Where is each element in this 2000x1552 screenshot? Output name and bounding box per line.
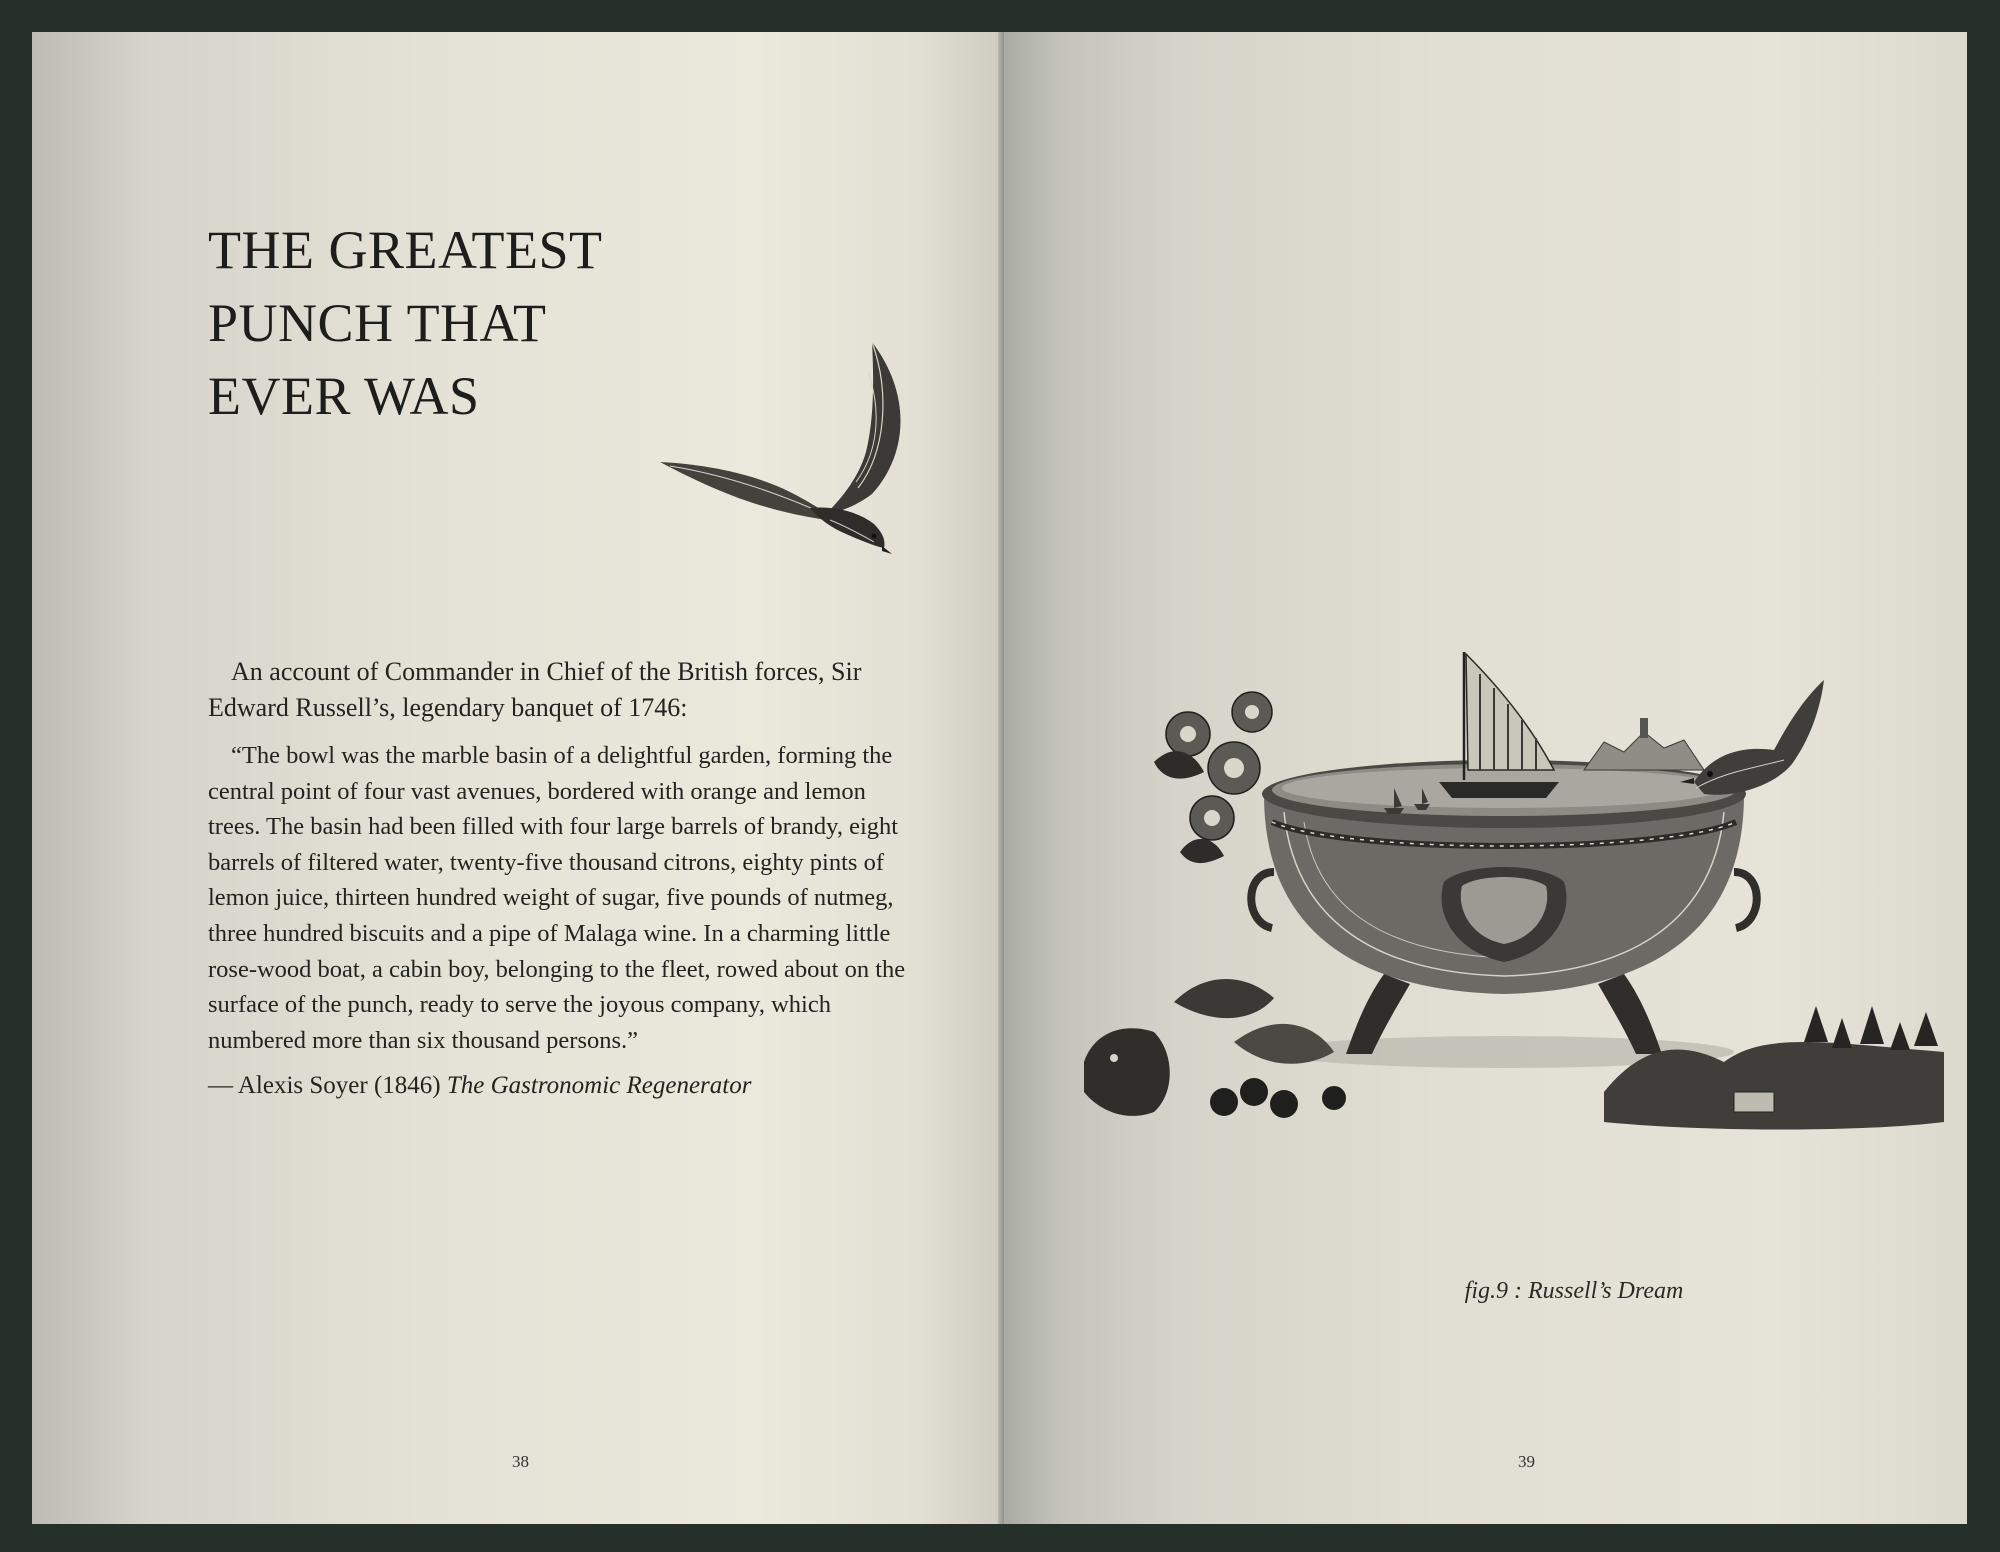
title-line-1: THE GREATEST [208,220,603,280]
title-line-2: PUNCH THAT [208,293,547,353]
swallow-illustration [660,302,920,562]
figure-caption: fig.9 : Russell’s Dream [1464,1278,1684,1304]
intro-paragraph: An account of Commander in Chief of the British forces, Sir Edward Russell’s, legendary banquet of 1746: [208,657,862,722]
book-spread [32,32,1967,1524]
attribution-author: — Alexis Soyer (1846) [208,1072,441,1100]
page-number-left: 38 [512,1452,529,1471]
page-number-right: 39 [1518,1452,1535,1471]
attribution [208,1068,923,1104]
title-line-3: EVER WAS [208,366,480,426]
attribution-book-title: The Gastronomic Regenerator [446,1072,752,1100]
quote-paragraph: “The bowl was the marble basin of a delightful garden, forming the central point of four vast avenues, bordered with orange and lemon trees. The basin had been filled with four large barrels of brandy, eight barrels of filtered water, twenty-five thousand citrons, eighty pints of lemon juice, thirteen hundred weight of sugar, five pounds of nutmeg, three hundred biscuits and a pipe of Malaga wine. In a charming little rose-wood boat, a cabin boy, belonging to the fleet, rowed about on the surface of the punch, ready to serve the joyous company, which numbered more than six thousand persons.” [208,742,906,1054]
punch-bowl-illustration [1084,622,1964,1182]
chapter-title [208,214,728,433]
body-text [208,654,923,1104]
left-page [32,32,998,1524]
right-page [1004,32,1967,1524]
